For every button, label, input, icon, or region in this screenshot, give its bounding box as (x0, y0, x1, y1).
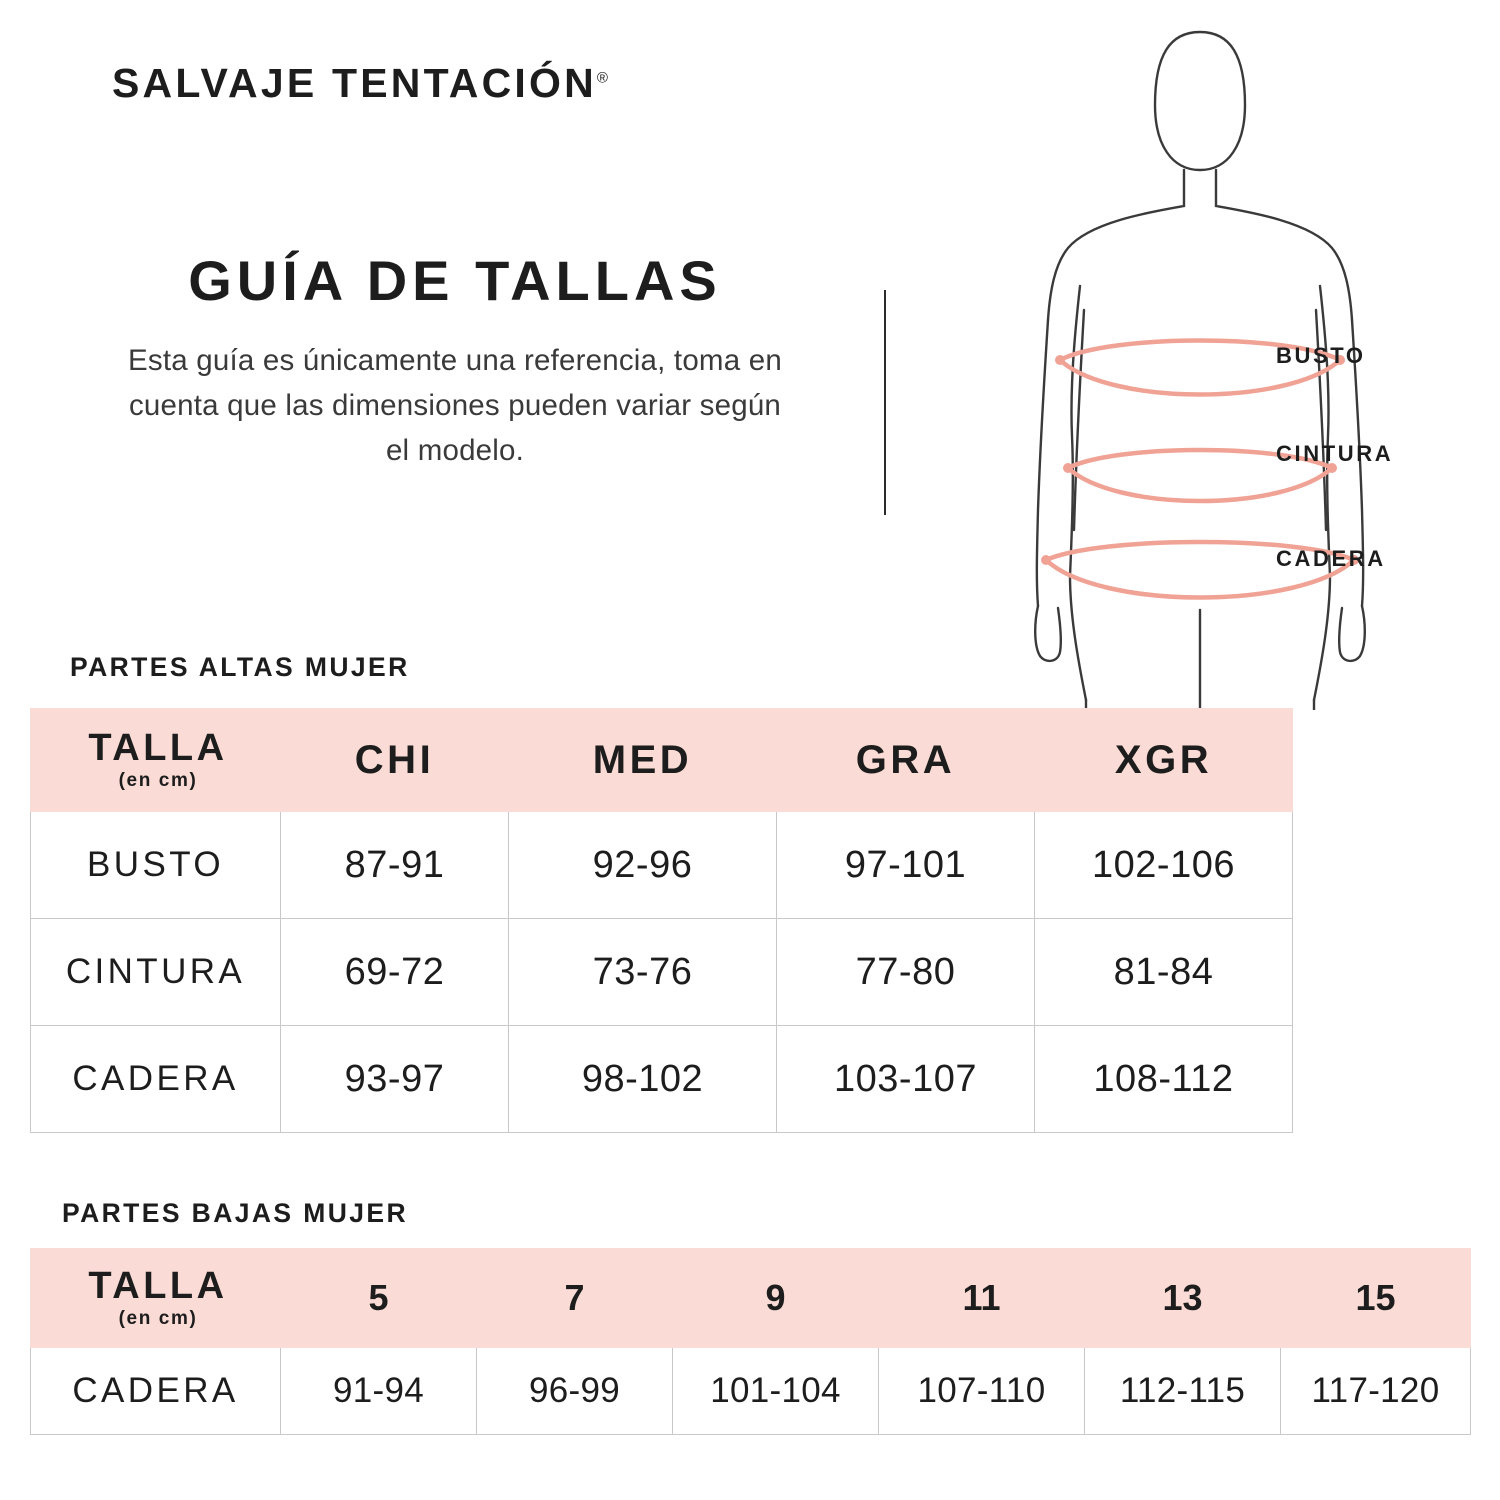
section-caption-tops: PARTES ALTAS MUJER (70, 652, 410, 682)
cell-cintura-chi: 69-72 (281, 919, 509, 1026)
table-header-row (31, 1249, 1471, 1348)
cell-busto-xgr: 102-106 (1035, 812, 1293, 919)
header-corner-unit: (en cm) (118, 770, 198, 792)
size-table-tops (30, 708, 1293, 1133)
cell-cadera-xgr: 108-112 (1035, 1026, 1293, 1133)
cell-cadera-11: 107-110 (879, 1348, 1085, 1435)
cell-cadera-med: 98-102 (509, 1026, 777, 1133)
body-figure-illustration (960, 10, 1440, 710)
figure-label-busto: BUSTO (1276, 343, 1366, 368)
cell-busto-chi: 87-91 (281, 812, 509, 919)
cell-busto-gra: 97-101 (777, 812, 1035, 919)
header-corner-talla (31, 1249, 281, 1348)
trademark-symbol: ® (596, 69, 608, 87)
vertical-divider (884, 290, 886, 515)
header-corner-label: TALLA (88, 1264, 228, 1307)
table-header-row (31, 709, 1293, 812)
cell-cadera-15: 117-120 (1281, 1348, 1471, 1435)
header-size-chi: CHI (281, 709, 509, 812)
row-label-busto: BUSTO (31, 812, 281, 919)
header-size-gra: GRA (777, 709, 1035, 812)
table-row (31, 919, 1293, 1026)
header-size-15: 15 (1281, 1249, 1471, 1348)
header-size-5: 5 (281, 1249, 477, 1348)
header-corner-label: TALLA (88, 726, 228, 769)
brand-name: SALVAJE TENTACIÓN (112, 60, 597, 106)
header-size-7: 7 (477, 1249, 673, 1348)
cell-cadera-13: 112-115 (1085, 1348, 1281, 1435)
header-corner-unit: (en cm) (118, 1308, 198, 1330)
table-row (31, 812, 1293, 919)
cell-cadera-gra: 103-107 (777, 1026, 1035, 1133)
cell-cadera-chi: 93-97 (281, 1026, 509, 1133)
figure-label-cintura: CINTURA (1276, 441, 1394, 466)
row-label-cadera: CADERA (31, 1348, 281, 1435)
cell-cadera-9: 101-104 (673, 1348, 879, 1435)
page-title: GUÍA DE TALLAS (188, 249, 722, 312)
section-caption-bottoms: PARTES BAJAS MUJER (62, 1198, 409, 1228)
cell-cadera-7: 96-99 (477, 1348, 673, 1435)
cell-busto-med: 92-96 (509, 812, 777, 919)
cell-cintura-gra: 77-80 (777, 919, 1035, 1026)
intro-description: Esta guía es únicamente una referencia, toma en cuenta que las dimensiones pueden variar según el modelo. (128, 344, 782, 467)
header-size-9: 9 (673, 1249, 879, 1348)
header-size-xgr: XGR (1035, 709, 1293, 812)
row-label-cadera: CADERA (31, 1026, 281, 1133)
table-row (31, 1026, 1293, 1133)
row-label-cintura: CINTURA (31, 919, 281, 1026)
cell-cintura-xgr: 81-84 (1035, 919, 1293, 1026)
header-size-13: 13 (1085, 1249, 1281, 1348)
header-size-med: MED (509, 709, 777, 812)
intro-block (60, 248, 850, 473)
cell-cintura-med: 73-76 (509, 919, 777, 1026)
brand-wordmark (112, 60, 608, 107)
figure-label-cadera: CADERA (1276, 546, 1386, 571)
header-size-11: 11 (879, 1249, 1085, 1348)
table-row (31, 1348, 1471, 1435)
cell-cadera-5: 91-94 (281, 1348, 477, 1435)
header-corner-talla (31, 709, 281, 812)
size-table-bottoms (30, 1248, 1471, 1435)
